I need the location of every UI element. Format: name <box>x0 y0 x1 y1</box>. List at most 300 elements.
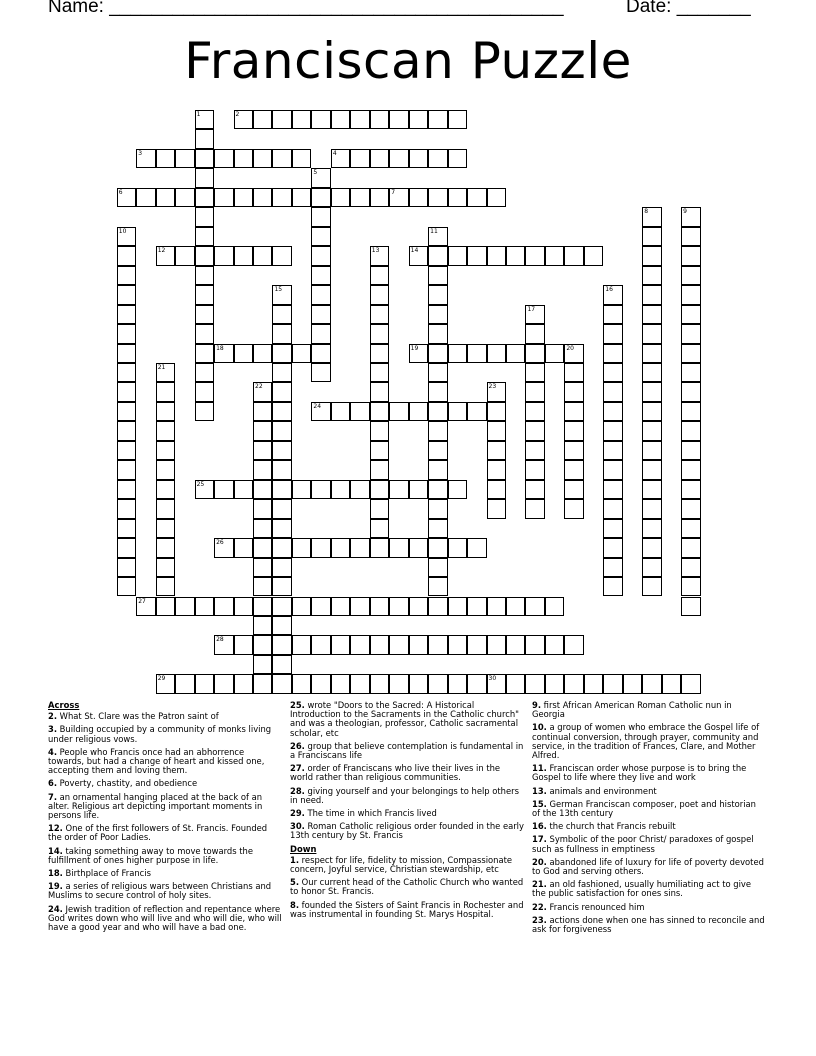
grid-cell[interactable] <box>409 480 428 499</box>
grid-cell[interactable] <box>487 382 506 401</box>
grid-cell[interactable] <box>292 149 311 168</box>
grid-cell[interactable] <box>409 246 428 265</box>
grid-cell[interactable] <box>195 129 214 148</box>
grid-cell[interactable] <box>117 538 136 557</box>
grid-cell[interactable] <box>234 149 253 168</box>
grid-cell[interactable] <box>525 674 544 693</box>
grid-cell[interactable] <box>448 344 467 363</box>
grid-cell[interactable] <box>370 382 389 401</box>
grid-cell[interactable] <box>370 480 389 499</box>
grid-cell[interactable] <box>506 635 525 654</box>
grid-cell[interactable] <box>409 149 428 168</box>
grid-cell[interactable] <box>525 499 544 518</box>
grid-cell[interactable] <box>156 460 175 479</box>
grid-cell[interactable] <box>428 558 447 577</box>
grid-cell[interactable] <box>272 519 291 538</box>
grid-cell[interactable] <box>603 402 622 421</box>
grid-cell[interactable] <box>642 674 661 693</box>
grid-cell[interactable] <box>681 674 700 693</box>
grid-cell[interactable] <box>234 635 253 654</box>
grid-cell[interactable] <box>272 635 291 654</box>
grid-cell[interactable] <box>311 305 330 324</box>
grid-cell[interactable] <box>389 538 408 557</box>
grid-cell[interactable] <box>272 421 291 440</box>
grid-cell[interactable] <box>272 655 291 674</box>
grid-cell[interactable] <box>389 149 408 168</box>
grid-cell[interactable] <box>681 577 700 596</box>
grid-cell[interactable] <box>253 499 272 518</box>
grid-cell[interactable] <box>603 382 622 401</box>
grid-cell[interactable] <box>311 674 330 693</box>
grid-cell[interactable] <box>117 519 136 538</box>
grid-cell[interactable] <box>117 324 136 343</box>
grid-cell[interactable] <box>214 149 233 168</box>
grid-cell[interactable] <box>448 538 467 557</box>
grid-cell[interactable] <box>234 674 253 693</box>
grid-cell[interactable] <box>331 480 350 499</box>
grid-cell[interactable] <box>681 441 700 460</box>
grid-cell[interactable] <box>642 246 661 265</box>
grid-cell[interactable] <box>642 499 661 518</box>
grid-cell[interactable] <box>642 460 661 479</box>
grid-cell[interactable] <box>448 597 467 616</box>
grid-cell[interactable] <box>350 635 369 654</box>
grid-cell[interactable] <box>642 538 661 557</box>
grid-cell[interactable] <box>311 285 330 304</box>
grid-cell[interactable] <box>584 674 603 693</box>
grid-cell[interactable] <box>292 188 311 207</box>
grid-cell[interactable] <box>603 460 622 479</box>
grid-cell[interactable] <box>156 538 175 557</box>
grid-cell[interactable] <box>487 480 506 499</box>
grid-cell[interactable] <box>117 460 136 479</box>
grid-cell[interactable] <box>253 519 272 538</box>
grid-cell[interactable] <box>409 635 428 654</box>
grid-cell[interactable] <box>214 188 233 207</box>
grid-cell[interactable] <box>428 305 447 324</box>
grid-cell[interactable] <box>253 246 272 265</box>
grid-cell[interactable] <box>292 538 311 557</box>
grid-cell[interactable] <box>428 538 447 557</box>
grid-cell[interactable] <box>156 149 175 168</box>
grid-cell[interactable] <box>370 635 389 654</box>
grid-cell[interactable] <box>272 499 291 518</box>
grid-cell[interactable] <box>253 480 272 499</box>
grid-cell[interactable] <box>117 441 136 460</box>
grid-cell[interactable] <box>681 519 700 538</box>
grid-cell[interactable] <box>642 363 661 382</box>
grid-cell[interactable] <box>409 344 428 363</box>
grid-cell[interactable] <box>564 246 583 265</box>
grid-cell[interactable] <box>253 577 272 596</box>
grid-cell[interactable] <box>545 344 564 363</box>
grid-cell[interactable] <box>681 480 700 499</box>
grid-cell[interactable] <box>272 597 291 616</box>
grid-cell[interactable] <box>214 538 233 557</box>
grid-cell[interactable] <box>428 635 447 654</box>
grid-cell[interactable] <box>350 402 369 421</box>
grid-cell[interactable] <box>272 616 291 635</box>
grid-cell[interactable] <box>545 674 564 693</box>
grid-cell[interactable] <box>681 421 700 440</box>
grid-cell[interactable] <box>448 246 467 265</box>
grid-cell[interactable] <box>272 382 291 401</box>
grid-cell[interactable] <box>428 149 447 168</box>
grid-cell[interactable] <box>681 207 700 226</box>
grid-cell[interactable] <box>214 674 233 693</box>
grid-cell[interactable] <box>175 149 194 168</box>
grid-cell[interactable] <box>195 324 214 343</box>
grid-cell[interactable] <box>642 382 661 401</box>
grid-cell[interactable] <box>311 246 330 265</box>
grid-cell[interactable] <box>195 597 214 616</box>
grid-cell[interactable] <box>681 597 700 616</box>
grid-cell[interactable] <box>272 110 291 129</box>
grid-cell[interactable] <box>156 382 175 401</box>
grid-cell[interactable] <box>545 597 564 616</box>
grid-cell[interactable] <box>428 110 447 129</box>
grid-cell[interactable] <box>409 402 428 421</box>
grid-cell[interactable] <box>117 402 136 421</box>
grid-cell[interactable] <box>642 266 661 285</box>
grid-cell[interactable] <box>467 635 486 654</box>
grid-cell[interactable] <box>487 188 506 207</box>
grid-cell[interactable] <box>525 324 544 343</box>
grid-cell[interactable] <box>156 480 175 499</box>
grid-cell[interactable] <box>428 519 447 538</box>
grid-cell[interactable] <box>350 674 369 693</box>
grid-cell[interactable] <box>525 344 544 363</box>
grid-cell[interactable] <box>564 674 583 693</box>
grid-cell[interactable] <box>311 188 330 207</box>
grid-cell[interactable] <box>156 188 175 207</box>
grid-cell[interactable] <box>603 577 622 596</box>
grid-cell[interactable] <box>292 674 311 693</box>
grid-cell[interactable] <box>370 519 389 538</box>
grid-cell[interactable] <box>642 324 661 343</box>
grid-cell[interactable] <box>467 246 486 265</box>
grid-cell[interactable] <box>253 421 272 440</box>
grid-cell[interactable] <box>642 577 661 596</box>
grid-cell[interactable] <box>195 227 214 246</box>
grid-cell[interactable] <box>156 558 175 577</box>
grid-cell[interactable] <box>525 382 544 401</box>
grid-cell[interactable] <box>564 382 583 401</box>
grid-cell[interactable] <box>311 538 330 557</box>
grid-cell[interactable] <box>117 188 136 207</box>
grid-cell[interactable] <box>272 402 291 421</box>
grid-cell[interactable] <box>428 382 447 401</box>
grid-cell[interactable] <box>156 441 175 460</box>
grid-cell[interactable] <box>603 324 622 343</box>
grid-cell[interactable] <box>234 344 253 363</box>
grid-cell[interactable] <box>292 480 311 499</box>
grid-cell[interactable] <box>117 285 136 304</box>
grid-cell[interactable] <box>117 577 136 596</box>
grid-cell[interactable] <box>253 382 272 401</box>
grid-cell[interactable] <box>117 558 136 577</box>
grid-cell[interactable] <box>195 246 214 265</box>
grid-cell[interactable] <box>487 246 506 265</box>
grid-cell[interactable] <box>662 674 681 693</box>
grid-cell[interactable] <box>253 344 272 363</box>
grid-cell[interactable] <box>195 188 214 207</box>
grid-cell[interactable] <box>253 460 272 479</box>
grid-cell[interactable] <box>389 597 408 616</box>
grid-cell[interactable] <box>681 227 700 246</box>
grid-cell[interactable] <box>642 441 661 460</box>
grid-cell[interactable] <box>603 538 622 557</box>
grid-cell[interactable] <box>603 285 622 304</box>
grid-cell[interactable] <box>292 597 311 616</box>
grid-cell[interactable] <box>448 480 467 499</box>
grid-cell[interactable] <box>253 441 272 460</box>
grid-cell[interactable] <box>428 363 447 382</box>
grid-cell[interactable] <box>370 266 389 285</box>
grid-cell[interactable] <box>467 597 486 616</box>
grid-cell[interactable] <box>272 558 291 577</box>
grid-cell[interactable] <box>370 597 389 616</box>
grid-cell[interactable] <box>642 421 661 440</box>
grid-cell[interactable] <box>117 246 136 265</box>
grid-cell[interactable] <box>681 246 700 265</box>
grid-cell[interactable] <box>370 149 389 168</box>
grid-cell[interactable] <box>195 285 214 304</box>
grid-cell[interactable] <box>311 635 330 654</box>
grid-cell[interactable] <box>272 285 291 304</box>
grid-cell[interactable] <box>642 480 661 499</box>
grid-cell[interactable] <box>117 421 136 440</box>
grid-cell[interactable] <box>681 460 700 479</box>
grid-cell[interactable] <box>642 305 661 324</box>
grid-cell[interactable] <box>272 480 291 499</box>
grid-cell[interactable] <box>467 188 486 207</box>
grid-cell[interactable] <box>253 538 272 557</box>
grid-cell[interactable] <box>642 227 661 246</box>
grid-cell[interactable] <box>623 674 642 693</box>
grid-cell[interactable] <box>370 344 389 363</box>
grid-cell[interactable] <box>117 363 136 382</box>
grid-cell[interactable] <box>506 246 525 265</box>
grid-cell[interactable] <box>603 674 622 693</box>
grid-cell[interactable] <box>428 499 447 518</box>
grid-cell[interactable] <box>292 344 311 363</box>
grid-cell[interactable] <box>311 480 330 499</box>
grid-cell[interactable] <box>117 344 136 363</box>
grid-cell[interactable] <box>331 597 350 616</box>
grid-cell[interactable] <box>603 499 622 518</box>
grid-cell[interactable] <box>428 674 447 693</box>
grid-cell[interactable] <box>253 597 272 616</box>
grid-cell[interactable] <box>448 402 467 421</box>
grid-cell[interactable] <box>487 421 506 440</box>
grid-cell[interactable] <box>370 460 389 479</box>
grid-cell[interactable] <box>487 460 506 479</box>
grid-cell[interactable] <box>681 499 700 518</box>
grid-cell[interactable] <box>642 285 661 304</box>
grid-cell[interactable] <box>370 324 389 343</box>
grid-cell[interactable] <box>487 402 506 421</box>
grid-cell[interactable] <box>156 421 175 440</box>
grid-cell[interactable] <box>272 188 291 207</box>
grid-cell[interactable] <box>448 188 467 207</box>
grid-cell[interactable] <box>448 149 467 168</box>
grid-cell[interactable] <box>428 227 447 246</box>
grid-cell[interactable] <box>564 480 583 499</box>
grid-cell[interactable] <box>545 246 564 265</box>
grid-cell[interactable] <box>370 421 389 440</box>
grid-cell[interactable] <box>681 363 700 382</box>
grid-cell[interactable] <box>214 597 233 616</box>
grid-cell[interactable] <box>350 597 369 616</box>
grid-cell[interactable] <box>350 110 369 129</box>
grid-cell[interactable] <box>642 558 661 577</box>
grid-cell[interactable] <box>195 480 214 499</box>
grid-cell[interactable] <box>311 363 330 382</box>
grid-cell[interactable] <box>117 266 136 285</box>
grid-cell[interactable] <box>311 207 330 226</box>
grid-cell[interactable] <box>311 227 330 246</box>
grid-cell[interactable] <box>428 266 447 285</box>
grid-cell[interactable] <box>253 635 272 654</box>
grid-cell[interactable] <box>370 402 389 421</box>
grid-cell[interactable] <box>370 110 389 129</box>
grid-cell[interactable] <box>448 674 467 693</box>
grid-cell[interactable] <box>253 616 272 635</box>
grid-cell[interactable] <box>311 402 330 421</box>
grid-cell[interactable] <box>272 674 291 693</box>
grid-cell[interactable] <box>272 324 291 343</box>
grid-cell[interactable] <box>467 402 486 421</box>
grid-cell[interactable] <box>195 207 214 226</box>
grid-cell[interactable] <box>564 635 583 654</box>
grid-cell[interactable] <box>292 110 311 129</box>
grid-cell[interactable] <box>350 480 369 499</box>
grid-cell[interactable] <box>642 344 661 363</box>
grid-cell[interactable] <box>272 441 291 460</box>
grid-cell[interactable] <box>428 402 447 421</box>
grid-cell[interactable] <box>195 168 214 187</box>
grid-cell[interactable] <box>603 363 622 382</box>
grid-cell[interactable] <box>175 246 194 265</box>
grid-cell[interactable] <box>234 597 253 616</box>
grid-cell[interactable] <box>603 305 622 324</box>
grid-cell[interactable] <box>409 674 428 693</box>
grid-cell[interactable] <box>545 635 564 654</box>
grid-cell[interactable] <box>136 597 155 616</box>
grid-cell[interactable] <box>681 324 700 343</box>
grid-cell[interactable] <box>389 110 408 129</box>
grid-cell[interactable] <box>603 344 622 363</box>
grid-cell[interactable] <box>195 110 214 129</box>
grid-cell[interactable] <box>234 480 253 499</box>
grid-cell[interactable] <box>311 110 330 129</box>
grid-cell[interactable] <box>642 519 661 538</box>
grid-cell[interactable] <box>195 266 214 285</box>
grid-cell[interactable] <box>525 635 544 654</box>
grid-cell[interactable] <box>564 499 583 518</box>
grid-cell[interactable] <box>428 421 447 440</box>
grid-cell[interactable] <box>428 480 447 499</box>
grid-cell[interactable] <box>156 246 175 265</box>
grid-cell[interactable] <box>214 344 233 363</box>
grid-cell[interactable] <box>311 597 330 616</box>
grid-cell[interactable] <box>428 460 447 479</box>
grid-cell[interactable] <box>195 344 214 363</box>
grid-cell[interactable] <box>506 344 525 363</box>
grid-cell[interactable] <box>156 499 175 518</box>
grid-cell[interactable] <box>272 246 291 265</box>
grid-cell[interactable] <box>272 460 291 479</box>
grid-cell[interactable] <box>525 441 544 460</box>
grid-cell[interactable] <box>331 188 350 207</box>
grid-cell[interactable] <box>525 305 544 324</box>
grid-cell[interactable] <box>195 382 214 401</box>
grid-cell[interactable] <box>331 538 350 557</box>
grid-cell[interactable] <box>525 597 544 616</box>
grid-cell[interactable] <box>525 363 544 382</box>
grid-cell[interactable] <box>370 674 389 693</box>
grid-cell[interactable] <box>272 149 291 168</box>
grid-cell[interactable] <box>487 635 506 654</box>
grid-cell[interactable] <box>234 110 253 129</box>
grid-cell[interactable] <box>525 246 544 265</box>
grid-cell[interactable] <box>117 305 136 324</box>
grid-cell[interactable] <box>681 344 700 363</box>
grid-cell[interactable] <box>681 402 700 421</box>
grid-cell[interactable] <box>370 363 389 382</box>
grid-cell[interactable] <box>234 538 253 557</box>
grid-cell[interactable] <box>681 266 700 285</box>
grid-cell[interactable] <box>525 402 544 421</box>
grid-cell[interactable] <box>564 402 583 421</box>
grid-cell[interactable] <box>370 538 389 557</box>
grid-cell[interactable] <box>253 674 272 693</box>
grid-cell[interactable] <box>487 344 506 363</box>
grid-cell[interactable] <box>175 674 194 693</box>
grid-cell[interactable] <box>117 499 136 518</box>
grid-cell[interactable] <box>370 441 389 460</box>
grid-cell[interactable] <box>603 480 622 499</box>
grid-cell[interactable] <box>331 149 350 168</box>
grid-cell[interactable] <box>117 227 136 246</box>
grid-cell[interactable] <box>681 305 700 324</box>
grid-cell[interactable] <box>311 344 330 363</box>
grid-cell[interactable] <box>156 597 175 616</box>
grid-cell[interactable] <box>584 246 603 265</box>
grid-cell[interactable] <box>253 655 272 674</box>
grid-cell[interactable] <box>564 363 583 382</box>
grid-cell[interactable] <box>156 674 175 693</box>
grid-cell[interactable] <box>234 188 253 207</box>
grid-cell[interactable] <box>487 499 506 518</box>
grid-cell[interactable] <box>272 363 291 382</box>
grid-cell[interactable] <box>564 441 583 460</box>
grid-cell[interactable] <box>370 305 389 324</box>
grid-cell[interactable] <box>642 402 661 421</box>
grid-cell[interactable] <box>448 635 467 654</box>
grid-cell[interactable] <box>506 674 525 693</box>
grid-cell[interactable] <box>311 266 330 285</box>
grid-cell[interactable] <box>603 558 622 577</box>
grid-cell[interactable] <box>603 441 622 460</box>
grid-cell[interactable] <box>311 168 330 187</box>
grid-cell[interactable] <box>525 460 544 479</box>
grid-cell[interactable] <box>467 538 486 557</box>
grid-cell[interactable] <box>195 363 214 382</box>
grid-cell[interactable] <box>331 110 350 129</box>
grid-cell[interactable] <box>428 324 447 343</box>
